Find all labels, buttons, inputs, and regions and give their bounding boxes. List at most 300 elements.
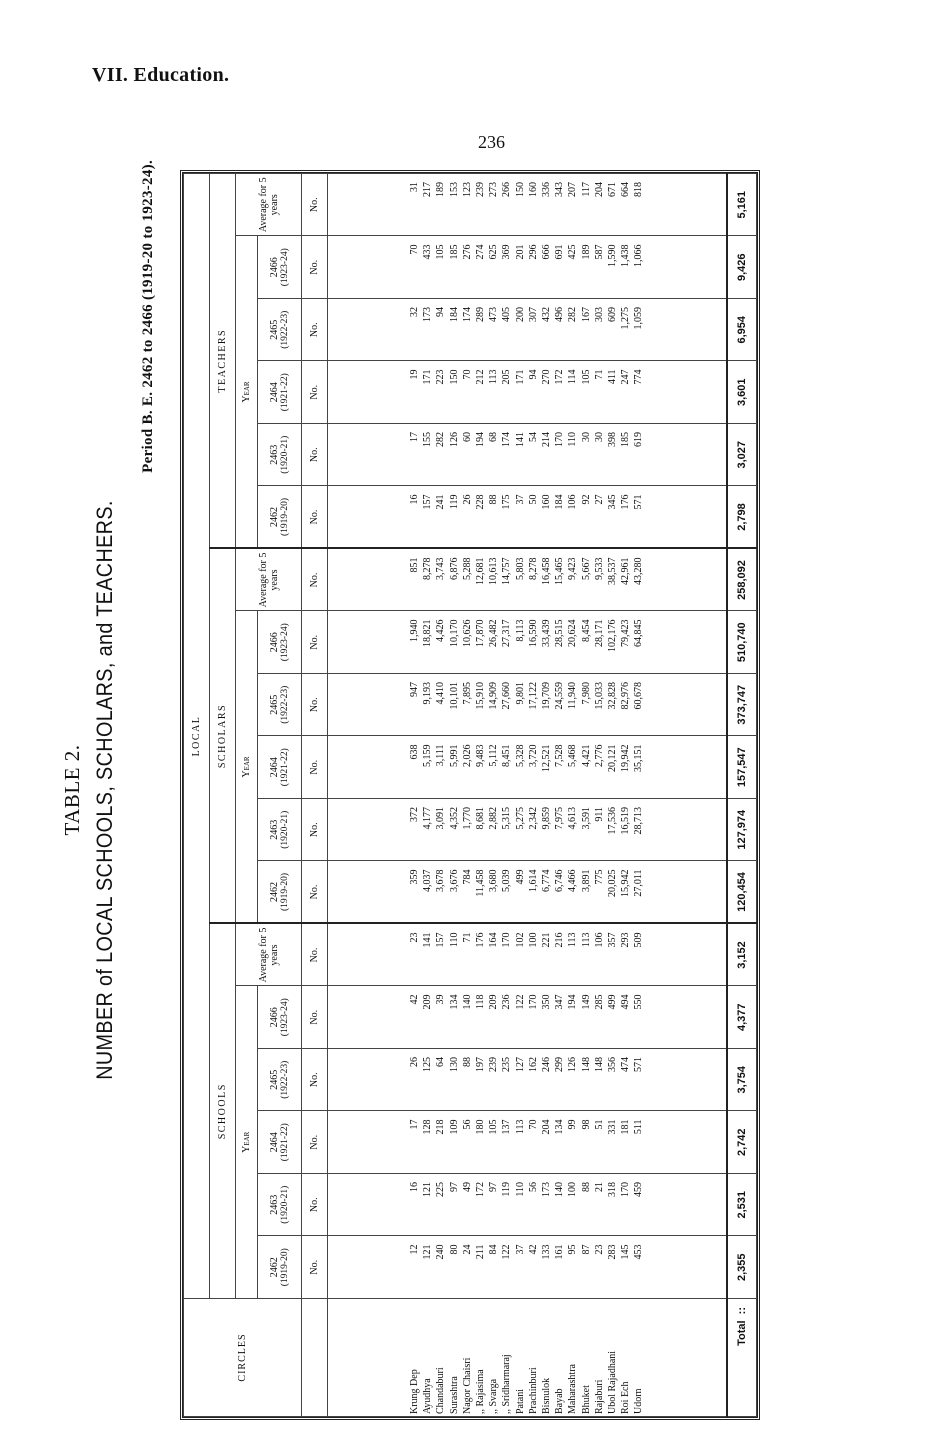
cell-value: 37 [514,1244,526,1255]
cell-value: 12,681 [474,557,486,585]
cell-value: 285 [593,994,605,1010]
cell-value: 4,352 [448,807,460,830]
cell-value: 99 [567,1119,579,1130]
year-range: (1923-24) [280,248,290,287]
scholars-y2466-column [328,611,727,674]
cell-value: 1,614 [527,869,539,892]
schools-no-label: No. [302,986,328,1049]
cell-value: 774 [633,369,645,385]
cell-value: 133 [540,1244,552,1260]
cell-value: 100 [567,1182,579,1197]
cell-value: 20,624 [567,619,579,647]
teachers-y2462-total: 2,798 [727,486,757,549]
teachers-no-label: No. [302,486,328,549]
cell-value: 32 [408,307,420,317]
cell-value: 303 [593,307,605,322]
cell-value: 100 [527,932,539,948]
circle-name: Krung Dep [408,1369,420,1414]
schools-year-2463-header [258,1174,302,1237]
local-header: LOCAL [184,174,210,1299]
cell-value: 5,468 [567,744,579,767]
year-row [258,174,302,1417]
scholars-year-2466-header [258,611,302,674]
year-number: 2466 [269,1007,280,1028]
cell-value: 88 [461,1057,473,1067]
year-range: (1920-21) [280,810,290,849]
cell-value: 148 [593,1057,605,1072]
cell-value: 27,317 [501,619,513,647]
cell-value: 11,940 [567,682,579,710]
cell-value: 175 [501,494,513,510]
cell-value: 30 [580,432,592,442]
schools-y2462-total: 2,355 [727,1236,757,1299]
table-body-row [328,174,727,1417]
cell-value: 122 [501,1244,513,1260]
teachers-avg-header: Average for 5 years [236,174,302,237]
teachers-header: TEACHERS [210,174,236,549]
cell-value: 274 [474,244,486,260]
cell-value: 18,821 [422,619,434,647]
cell-value: 106 [593,932,605,948]
teachers-no-label: No. [302,299,328,362]
cell-value: 16 [408,494,420,505]
cell-value: 5,667 [580,557,592,580]
cell-value: 3,720 [527,744,539,767]
cell-value: 16,590 [527,619,539,647]
cell-value: 494 [620,994,632,1010]
cell-value: 6,876 [448,557,460,580]
cell-value: 28,713 [633,807,645,835]
cell-value: 10,626 [461,619,473,647]
cell-value: 1,940 [408,619,420,642]
cell-value: 4,466 [567,869,579,892]
cell-value: 7,528 [554,744,566,767]
cell-value: 60,678 [633,682,645,710]
cell-value: 113 [488,369,500,385]
scholars-no-label: No. [302,799,328,862]
cell-value: 17,870 [474,619,486,647]
cell-value: 17 [408,1119,420,1130]
table-title: NUMBER of LOCAL SCHOOLS, SCHOLARS, and TEACHERS. [92,500,117,1080]
cell-value: 433 [422,244,434,260]
scholars-y2462-total: 120,454 [727,861,757,924]
cell-value: 14,757 [501,557,513,585]
cell-value: 134 [448,994,460,1010]
cell-value: 5,039 [501,869,513,892]
schools-no-label: No. [302,1236,328,1299]
cell-value: 80 [448,1244,460,1255]
circle-name: Udorn [633,1388,645,1414]
circles-header: CIRCLES [184,1299,302,1417]
cell-value: 28,171 [593,619,605,647]
cell-value: 499 [514,869,526,885]
circle-name: Ubol Rajadhani [606,1350,618,1414]
cell-value: 359 [408,869,420,885]
scholars-y2465-column [328,674,727,737]
teachers-year-2464-header [258,361,302,424]
cell-value: 24,559 [554,682,566,710]
cell-value: 64,845 [633,619,645,647]
cell-value: 357 [606,932,618,948]
page-number: 236 [478,132,505,152]
cell-value: 110 [448,932,460,948]
cell-value: 3,111 [435,744,447,767]
schools-year-2462-header [258,1236,302,1299]
cell-value: 9,859 [540,807,552,830]
cell-value: 92 [580,494,592,505]
cell-value: 282 [567,307,579,322]
scholars-no-label: No. [302,861,328,924]
teachers-y2464-total: 3,601 [727,361,757,424]
scholars-year-2465-header [258,674,302,737]
cell-value: 109 [448,1119,460,1135]
teachers-no-label: No. [302,174,328,237]
cell-value: 110 [514,1182,526,1197]
cell-value: 33,439 [540,619,552,647]
cell-value: 167 [580,307,592,322]
cell-value: 3,680 [488,869,500,892]
schools-y2463-column [328,1174,727,1237]
year-number: 2463 [269,819,280,840]
cell-value: 140 [554,1182,566,1197]
cell-value: 221 [540,932,552,948]
cell-value: 293 [620,932,632,948]
cell-value: 42 [408,994,420,1005]
cell-value: 282 [435,432,447,447]
cell-value: 16 [408,1182,420,1192]
cell-value: 27,660 [501,682,513,710]
cell-value: 15,942 [620,869,632,897]
total-row [727,174,757,1417]
teachers-avg-total: 5,161 [727,174,757,237]
cell-value: 150 [448,369,460,385]
cell-value: 24 [461,1244,473,1255]
cell-value: 8,278 [527,557,539,580]
cell-value: 225 [435,1182,447,1197]
cell-value: 784 [461,869,473,885]
cell-value: 236 [501,994,513,1010]
cell-value: 10,613 [488,557,500,585]
schools-y2463-total: 2,531 [727,1174,757,1237]
cell-value: 459 [633,1182,645,1197]
scholars-y2465-total: 373,747 [727,674,757,737]
cell-value: 87 [580,1244,592,1255]
cell-value: 473 [488,307,500,322]
cell-value: 194 [567,994,579,1010]
cell-value: 11,458 [474,869,486,897]
cell-value: 27 [593,494,605,505]
year-number: 2464 [269,1132,280,1153]
cell-value: 105 [435,244,447,260]
cell-value: 114 [567,369,579,385]
cell-value: 170 [620,1182,632,1197]
circle-name: Bhuket [580,1385,592,1414]
year-number: 2462 [269,1257,280,1278]
cell-value: 189 [435,182,447,197]
cell-value: 15,910 [474,682,486,710]
cell-value: 411 [606,369,618,385]
teachers-avg-column [328,174,727,237]
scholars-year-header: Year [236,611,258,924]
cell-value: 113 [567,932,579,948]
cell-value: 1,590 [606,244,618,267]
schools-year-2465-header [258,1049,302,1112]
cell-value: 405 [501,307,513,322]
cell-value: 239 [474,182,486,197]
cell-value: 947 [408,682,420,697]
cell-value: 105 [580,369,592,385]
cell-value: 171 [422,369,434,385]
cell-value: 336 [540,182,552,197]
cell-value: 94 [527,369,539,380]
cell-value: 3,678 [435,869,447,892]
year-range: (1923-24) [280,998,290,1037]
scholars-year-2462-header [258,861,302,924]
teachers-y2462-column [328,486,727,549]
cell-value: 246 [540,1057,552,1072]
teachers-y2463-total: 3,027 [727,424,757,487]
cell-value: 10,170 [448,619,460,647]
cell-value: 223 [435,369,447,385]
cell-value: 51 [593,1119,605,1130]
cell-value: 173 [540,1182,552,1197]
cell-value: 145 [620,1244,632,1260]
cell-value: 307 [527,307,539,322]
cell-value: 571 [633,1057,645,1072]
cell-value: 26 [408,1057,420,1067]
cell-value: 150 [514,182,526,197]
year-number: 2462 [269,507,280,527]
cell-value: 161 [554,1244,566,1260]
cell-value: 7,980 [580,682,592,705]
cell-value: 176 [474,932,486,948]
cell-value: 141 [422,932,434,948]
teachers-y2465-column [328,299,727,362]
cell-value: 266 [501,182,513,197]
cell-value: 97 [488,1182,500,1192]
year-range: (1922-23) [280,685,290,724]
cell-value: 153 [448,182,460,197]
cell-value: 218 [435,1119,447,1135]
cell-value: 27,011 [633,869,645,897]
cell-value: 32,828 [606,682,618,710]
cell-value: 7,895 [461,682,473,705]
year-range: (1922-23) [280,310,290,349]
schools-year-header: Year [236,986,258,1299]
cell-value: 5,315 [501,807,513,830]
scholars-year-2463-header [258,799,302,862]
year-number: 2462 [269,882,280,902]
cell-value: 619 [633,432,645,447]
cell-value: 119 [501,1182,513,1197]
circles-column [328,1299,727,1417]
cell-value: 20,121 [606,744,618,772]
scholars-y2463-column [328,799,727,862]
schools-no-label: No. [302,1049,328,1112]
cell-value: 2,882 [488,807,500,830]
cell-value: 128 [422,1119,434,1135]
cell-value: 176 [620,494,632,510]
cell-value: 95 [567,1244,579,1255]
cell-value: 157 [435,932,447,948]
cell-value: 31 [408,182,420,192]
cell-value: 283 [606,1244,618,1260]
scholars-avg-total: 258,092 [727,549,757,612]
cell-value: 453 [633,1244,645,1260]
cell-value: 270 [540,369,552,385]
cell-value: 474 [620,1057,632,1072]
schools-y2465-total: 3,754 [727,1049,757,1112]
year-range: (1921-22) [280,373,290,412]
circle-name: Chandaburi [435,1367,447,1414]
cell-value: 216 [554,932,566,948]
teachers-year-header: Year [236,236,258,549]
cell-value: 119 [448,494,460,510]
cell-value: 126 [567,1057,579,1072]
cell-value: 638 [408,744,420,760]
cell-value: 609 [606,307,618,322]
cell-value: 170 [501,932,513,948]
cell-value: 23 [408,932,420,943]
cell-value: 43,280 [633,557,645,585]
cell-value: 3,891 [580,869,592,892]
cell-value: 273 [488,182,500,197]
cell-value: 17,536 [606,807,618,835]
year-range: (1919-20) [280,873,290,911]
cell-value: 4,426 [435,619,447,642]
cell-value: 571 [633,494,645,510]
cell-value: 126 [448,432,460,447]
teachers-year-2463-header [258,424,302,487]
scholars-no-label: No. [302,736,328,799]
circle-name: Prachinburi [527,1367,539,1414]
cell-value: 39 [435,994,447,1005]
cell-value: 19,709 [540,682,552,710]
schools-avg-column [328,924,727,987]
cell-value: 3,091 [435,807,447,830]
cell-value: 8,681 [474,807,486,830]
cell-value: 189 [580,244,592,260]
cell-value: 173 [422,307,434,322]
cell-value: 149 [580,994,592,1010]
circle-name: Nagor Chaisri [461,1357,473,1414]
schools-avg-total: 3,152 [727,924,757,987]
circle-name: Roi Ech [620,1381,632,1414]
cell-value: 276 [461,244,473,260]
table-period: Period B. E. 2462 to 2466 (1919-20 to 1923-24). [140,160,156,473]
circle-name: Rajaburi [593,1379,605,1414]
cell-value: 6,774 [540,869,552,892]
cell-value: 3,676 [448,869,460,892]
cell-value: 432 [540,307,552,322]
circle-name: Ayudhya [422,1378,434,1414]
scholars-no-label: No. [302,611,328,674]
cell-value: 79,423 [620,619,632,647]
cell-value: 212 [474,369,486,385]
cell-value: 289 [474,307,486,322]
cell-value: 4,177 [422,807,434,830]
cell-value: 84 [488,1244,500,1255]
cell-value: 5,275 [514,807,526,830]
scholars-y2464-total: 157,547 [727,736,757,799]
cell-value: 247 [620,369,632,385]
cell-value: 172 [554,369,566,385]
circle-list [408,1301,646,1414]
cell-value: 8,278 [422,557,434,580]
cell-value: 4,037 [422,869,434,892]
year-number: 2463 [269,1194,280,1215]
cell-value: 23 [593,1244,605,1255]
cell-value: 12 [408,1244,420,1255]
teachers-year-2465-header [258,299,302,362]
cell-value: 200 [514,307,526,322]
cell-value: 10,101 [448,682,460,710]
cell-value: 201 [514,244,526,260]
cell-value: 160 [527,182,539,197]
cell-value: 185 [620,432,632,447]
circle-name: Maharashtra [567,1364,579,1414]
cell-value: 185 [448,244,460,260]
cell-value: 26 [461,494,473,505]
cell-value: 28,515 [554,619,566,647]
cell-value: 204 [540,1119,552,1135]
year-number: 2464 [269,757,280,778]
year-number: 2466 [269,632,280,653]
teachers-year-2462-header [258,486,302,549]
year-range: (1920-21) [280,1185,290,1224]
scholars-no-label: No. [302,549,328,612]
cell-value: 343 [554,182,566,197]
cell-value: 3,743 [435,557,447,580]
circle-name: Bisnulok [540,1377,552,1414]
cell-value: 369 [501,244,513,260]
cell-value: 94 [435,307,447,317]
cell-value: 666 [540,244,552,260]
cell-value: 140 [461,994,473,1010]
cell-value: 49 [461,1182,473,1192]
cell-value: 88 [580,1182,592,1192]
cell-value: 671 [606,182,618,197]
cell-value: 19 [408,369,420,380]
cell-value: 2,342 [527,807,539,830]
cell-value: 162 [527,1057,539,1072]
teachers-y2463-column [328,424,727,487]
cell-value: 228 [474,494,486,510]
cell-value: 331 [606,1119,618,1135]
cell-value: 2,776 [593,744,605,767]
cell-value: 425 [567,244,579,260]
teachers-y2466-total: 9,426 [727,236,757,299]
cell-value: 164 [488,932,500,948]
table-label: TABLE 2. [60,744,84,836]
scholars-avg-column [328,549,727,612]
cell-value: 98 [580,1119,592,1130]
cell-value: 170 [554,432,566,447]
cell-value: 172 [474,1182,486,1197]
cell-value: 15,465 [554,557,566,585]
cell-value: 5,112 [488,744,500,767]
cell-value: 5,991 [448,744,460,767]
cell-value: 60 [461,432,473,442]
cell-value: 102 [514,932,526,948]
cell-value: 9,533 [593,557,605,580]
year-number: 2464 [269,382,280,403]
cell-value: 37 [514,494,526,505]
year-range: (1922-23) [280,1060,290,1099]
cell-value: 117 [580,182,592,197]
cell-value: 239 [488,1057,500,1072]
cell-value: 56 [527,1182,539,1192]
